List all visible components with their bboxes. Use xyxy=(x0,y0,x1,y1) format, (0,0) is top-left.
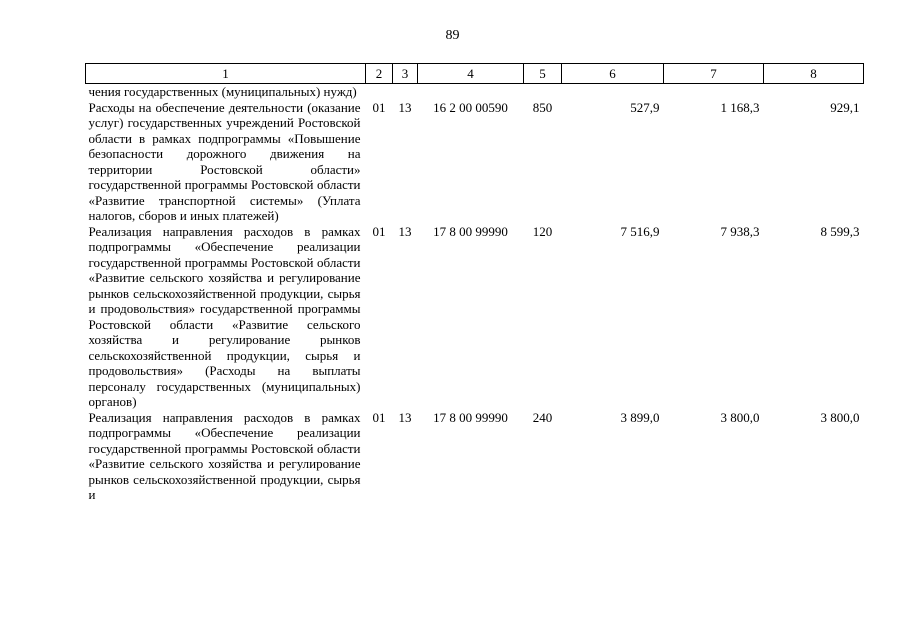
row-amount-col6: 527,9 xyxy=(630,99,660,115)
header-col-2: 2 xyxy=(366,64,393,84)
row-section xyxy=(366,84,393,100)
table-row xyxy=(86,410,864,503)
row-amount-col6: 7 516,9 xyxy=(620,223,660,239)
table-row xyxy=(86,100,864,224)
row-amount-col6: 3 899,0 xyxy=(620,409,660,425)
row-description: Расходы на обеспечение деятельности (оказание услуг) государственных учреждений Ростовской области в рамках подпрограммы «Повышение безопасности дорожного движения на территории Ростовской области» государственной программы Ростовской области «Развитие транспортной системы» (Уплата налогов, сборов и иных платежей) xyxy=(88,99,361,223)
row-amount-col7 xyxy=(664,84,764,100)
budget-table xyxy=(85,63,864,503)
row-target-code xyxy=(418,84,524,100)
row-target-code: 16 2 00 00590 xyxy=(433,99,508,115)
row-amount-col8: 3 800,0 xyxy=(820,409,860,425)
row-description: Реализация направления расходов в рамках подпрограммы «Обеспечение реализации государственной программы Ростовской области «Развитие сельского хозяйства и регулирование рынков сельскохозяйственной продукции, сырья и продовольствия» государственной программы Ростовской области «Развитие сельского хозяйства и регулирование рынков сельскохозяйственной продукции, сырья и продовольствия» (Расходы на выплаты персоналу государственных (муниципальных) органов) xyxy=(88,223,361,409)
row-subsection: 13 xyxy=(398,99,412,115)
row-amount-col8: 929,1 xyxy=(830,99,860,115)
header-row xyxy=(86,64,864,84)
header-col-6: 6 xyxy=(562,64,664,84)
row-subsection xyxy=(393,84,418,100)
table-body xyxy=(86,84,864,503)
row-expense-type xyxy=(524,84,562,100)
row-amount-col7: 1 168,3 xyxy=(720,99,760,115)
header-col-8: 8 xyxy=(764,64,864,84)
row-subsection: 13 xyxy=(398,409,412,425)
row-amount-col8 xyxy=(764,84,864,100)
row-amount-col8: 8 599,3 xyxy=(820,223,860,239)
table-row xyxy=(86,84,864,100)
row-target-code: 17 8 00 99990 xyxy=(433,223,508,239)
row-amount-col6 xyxy=(562,84,664,100)
page-number: 89 xyxy=(445,28,460,43)
row-amount-col7: 7 938,3 xyxy=(720,223,760,239)
row-expense-type: 120 xyxy=(532,223,553,239)
row-description: Реализация направления расходов в рамках подпрограммы «Обеспечение реализации государственной программы Ростовской области «Развитие сельского хозяйства и регулирование рынков сельскохозяйственной продукции, сырья и xyxy=(88,409,361,502)
row-section: 01 xyxy=(372,409,386,425)
row-description: чения государственных (муниципальных) нужд) xyxy=(88,84,357,99)
row-expense-type: 240 xyxy=(532,409,553,425)
header-col-7: 7 xyxy=(664,64,764,84)
header-col-1: 1 xyxy=(86,64,366,84)
row-amount-col7: 3 800,0 xyxy=(720,409,760,425)
table-header xyxy=(86,64,864,84)
table-row xyxy=(86,224,864,410)
row-section: 01 xyxy=(372,223,386,239)
header-col-5: 5 xyxy=(524,64,562,84)
row-subsection: 13 xyxy=(398,223,412,239)
row-section: 01 xyxy=(372,99,386,115)
header-col-3: 3 xyxy=(393,64,418,84)
row-target-code: 17 8 00 99990 xyxy=(433,409,508,425)
row-expense-type: 850 xyxy=(532,99,553,115)
header-col-4: 4 xyxy=(418,64,524,84)
